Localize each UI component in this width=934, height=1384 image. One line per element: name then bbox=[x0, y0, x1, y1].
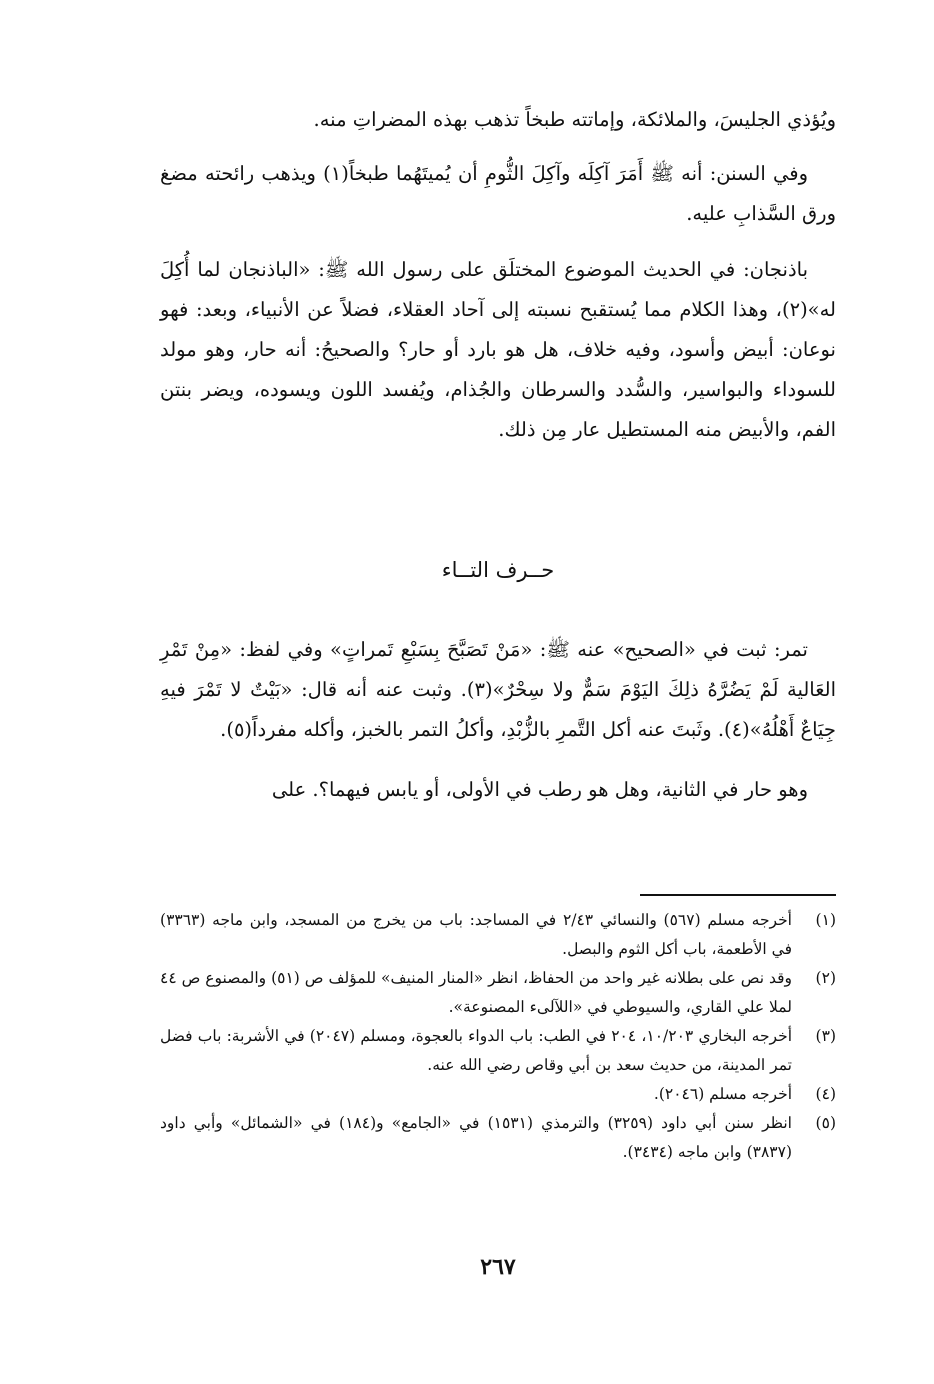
paragraph-eggplant: باذنجان: في الحديث الموضوع المختلَق على رسول الله ﷺ: «الباذنجان لما أُكِلَ له»(٢)، وهذا الكلام مما يُستقبح نسبته إلى آحاد العقلاء، فضلاً عن الأنبياء، وبعد: فهو نوعان: أبيض وأسود، وفيه خلاف، هل هو بارد أو حار؟ والصحيحُ: أنه حار، وهو مولد للسوداء والبواسير، والسُّدد والسرطان والجُذام، ويُفسد اللون ويسوده، ويضر بنتن الفم، والأبيض منه المستطيل عار مِن ذلك. bbox=[160, 258, 836, 441]
body-text-top bbox=[160, 100, 836, 450]
footnote-text: أخرجه مسلم (٢٠٤٦). bbox=[653, 1085, 792, 1103]
section-heading: حــرف التــاء bbox=[441, 558, 555, 582]
footnote-divider bbox=[640, 894, 836, 896]
footnote-number: (٢) bbox=[815, 969, 836, 987]
page-number: ٢٦٧ bbox=[480, 1254, 516, 1280]
footnote-1 bbox=[160, 906, 836, 964]
footnote-number: (١) bbox=[815, 911, 836, 929]
footnote-text: أخرجه مسلم (٥٦٧) والنسائي ٢/٤٣ في المساجد: باب من يخرج من المسجد، وابن ماجه (٣٣٦٣) في الأطعمة، باب أكل الثوم والبصل. bbox=[160, 911, 792, 958]
footnote-3 bbox=[160, 1022, 836, 1080]
footnote-number: (٤) bbox=[815, 1085, 836, 1103]
footnote-2 bbox=[160, 964, 836, 1022]
footnote-5 bbox=[160, 1109, 836, 1167]
footnote-text: وقد نص على بطلانه غير واحد من الحفاظ، انظر «المنار المنيف» للمؤلف ص (٥١) والمصنوع ص ٤٤ لملا علي القاري، والسيوطي في «اللآلىء المصنوعة». bbox=[160, 969, 792, 1016]
paragraph-dates: تمر: ثبت في «الصحيح» عنه ﷺ: «مَنْ تَصَبَّحَ بِسَبْعِ تَمراتٍ» وفي لفظ: «مِنْ تَمْرِ العَالية لَمْ يَضُرَّهُ ذلِكَ اليَوْمَ سَمٌّ ولا سِحْرٌ»(٣). وثبت عنه أنه قال: «بَيْتٌ لا تَمْرَ فيهِ جِيَاعٌ أَهْلُهُ»(٤). وثَبتَ عنه أكل التَّمرِ بالزُّبْدِ، وأكلُ التمر بالخبز، وأكله مفرداً(٥). bbox=[160, 638, 836, 741]
footnotes bbox=[160, 906, 836, 1167]
footnote-number: (٥) bbox=[815, 1114, 836, 1132]
body-text-bottom bbox=[160, 630, 836, 810]
footnote-text: أخرجه البخاري ١٠/٢٠٣، ٢٠٤ في الطب: باب الدواء بالعجوة، ومسلم (٢٠٤٧) في الأشربة: باب فضل تمر المدينة، من حديث سعد بن أبي وقاص رضي الله عنه. bbox=[160, 1027, 792, 1074]
paragraph-dates-nature: وهو حار في الثانية، وهل هو رطب في الأولى، أو يابس فيهما؟. على bbox=[271, 778, 808, 801]
footnote-4 bbox=[160, 1080, 836, 1109]
footnote-text: انظر سنن أبي داود (٣٢٥٩) والترمذي (١٥٣١) في «الجامع» و(١٨٤) في «الشمائل» وأبي داود (٣٨٣٧) وابن ماجه (٣٤٣٤). bbox=[160, 1114, 792, 1161]
paragraph-continuation: ويُؤذي الجليسَ، والملائكة، وإماتته طبخاً تذهب بهذه المضراتِ منه. bbox=[313, 108, 836, 131]
paragraph-garlic: وفي السنن: أنه ﷺ أَمَرَ آكِلَه وآكِلَ الثُّومِ أن يُميتَهُما طبخاً(١) ويذهب رائحته مضغ ورق السَّذابِ عليه. bbox=[160, 162, 836, 225]
footnote-number: (٣) bbox=[815, 1027, 836, 1045]
